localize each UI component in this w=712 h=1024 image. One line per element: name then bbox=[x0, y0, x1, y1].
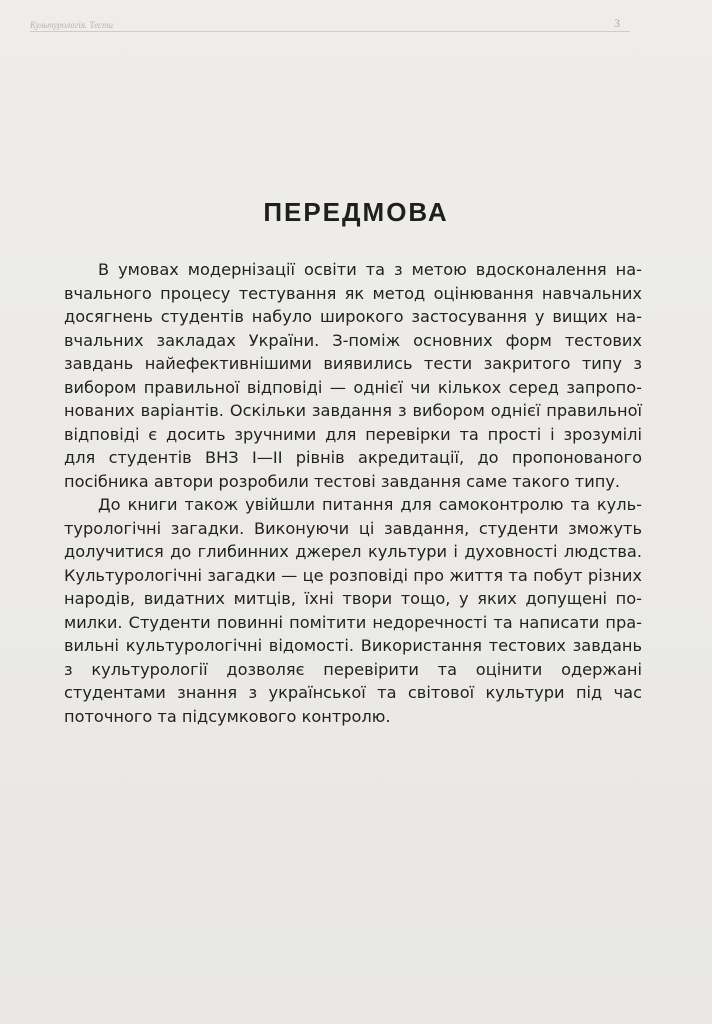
running-header: Культурологія. Тести bbox=[30, 20, 113, 30]
page-title: ПЕРЕДМОВА bbox=[263, 197, 449, 227]
page-number: 3 bbox=[614, 16, 620, 30]
preface-body bbox=[64, 258, 642, 728]
paragraph-2: До книги також увійшли питання для самоконтролю та культурологічні загадки. Виконуючи ці завдання, студенти зможуть долучитися до глибинних джерел культури і духовності людства. Культурологічні загадки — це розповіді про життя та побут різних народів, видатних митців, їхні твори тощо, у яких допущені помилки. Студенти повинні помітити недоречності та написати правильні культурологічні відомості. Використання тестових завдань з культурології дозволяє перевірити та оцінити одержані студентами знання з української та світової культури під час поточного та підсумкового контролю. bbox=[64, 495, 642, 726]
header-rule bbox=[30, 31, 630, 32]
paragraph-1: В умовах модернізації освіти та з метою вдосконалення навчального процесу тестування як метод оцінювання навчальних досягнень студентів набуло широкого застосування у вищих навчальних закладах України. З-поміж основних форм тестових завдань найефективнішими виявились тести закритого типу з вибором правильної відповіді — однієї чи кількох серед запропонованих варіантів. Оскільки завдання з вибором однієї правильної відповіді є досить зручними для перевірки та прості і зрозумілі для студентів ВНЗ І—ІІ рівнів акредитації, до пропонованого посібника автори розробили тестові завдання саме такого типу. bbox=[64, 260, 642, 491]
